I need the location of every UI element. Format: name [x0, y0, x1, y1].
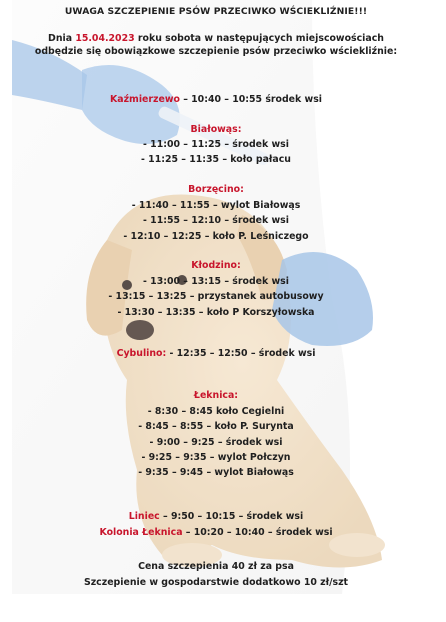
poster-title: UWAGA SZCZEPIENIE PSÓW PRZECIWKO WŚCIEKLIŹNIE!!!	[64, 6, 368, 17]
cybulino-name: Cybulino:	[116, 348, 167, 359]
kolonia-leknica-name: Kolonia Łeknica	[99, 527, 183, 538]
bialowas-heading: Białowąs:	[190, 124, 242, 135]
klodzino-heading: Kłodzino:	[191, 260, 241, 271]
intro-paragraph	[30, 33, 402, 58]
kolonia-leknica-line	[12, 527, 420, 539]
intro-date: 15.04.2023	[75, 33, 135, 44]
price-line: Cena szczepienia 40 zł za psa	[138, 561, 294, 572]
intro-suffix: roku sobota w następujących miejscowościach odbędzie się obowiązkowe szczepienie psów przeciwko wściekliźnie:	[34, 33, 398, 57]
kazmierzewo-line	[12, 94, 420, 106]
intro-prefix: Dnia	[48, 33, 76, 44]
borzecino-heading: Borzęcino:	[188, 184, 244, 195]
kazmierzewo-time: – 10:40 – 10:55 środek wsi	[179, 94, 322, 105]
kazmierzewo-name: Kaźmierzewo	[110, 94, 180, 105]
leknica-line-4: - 9:25 – 9:35 – wylot Połczyn	[141, 452, 291, 463]
leknica-line-1: - 8:30 – 8:45 koło Cegielni	[147, 406, 285, 417]
leknica-line-3: - 9:00 – 9:25 – środek wsi	[149, 437, 283, 448]
vaccination-poster	[12, 0, 420, 594]
klodzino-line-2: - 13:15 – 13:25 – przystanek autobusowy	[108, 291, 324, 302]
leknica-line-5: - 9:35 – 9:45 – wylot Białowąs	[138, 467, 294, 478]
klodzino-line-3: - 13:30 – 13:35 – koło P Korszyłowska	[117, 307, 315, 318]
cybulino-line	[12, 348, 420, 360]
leknica-heading: Łeknica:	[193, 390, 239, 401]
klodzino-line-1: - 13:00 – 13:15 – środek wsi	[143, 276, 289, 287]
kolonia-leknica-time: – 10:20 – 10:40 – środek wsi	[182, 527, 333, 538]
borzecino-line-1: - 11:40 – 11:55 – wylot Białowąs	[131, 200, 301, 211]
extra-fee-line: Szczepienie w gospodarstwie dodatkowo 10 zł/szt	[83, 577, 349, 588]
borzecino-line-3: - 12:10 – 12:25 – koło P. Leśniczego	[123, 231, 309, 242]
cybulino-time: - 12:35 – 12:50 – środek wsi	[166, 348, 316, 359]
liniec-name: Liniec	[128, 511, 160, 522]
bialowas-line-2: - 11:25 – 11:35 – koło pałacu	[141, 154, 291, 165]
liniec-time: – 9:50 – 10:15 – środek wsi	[159, 511, 304, 522]
borzecino-line-2: - 11:55 – 12:10 – środek wsi	[143, 215, 289, 226]
bialowas-line-1: - 11:00 – 11:25 – środek wsi	[143, 139, 289, 150]
leknica-line-2: - 8:45 – 8:55 – koło P. Surynta	[138, 421, 294, 432]
poster-text	[12, 0, 420, 594]
liniec-line	[12, 511, 420, 523]
